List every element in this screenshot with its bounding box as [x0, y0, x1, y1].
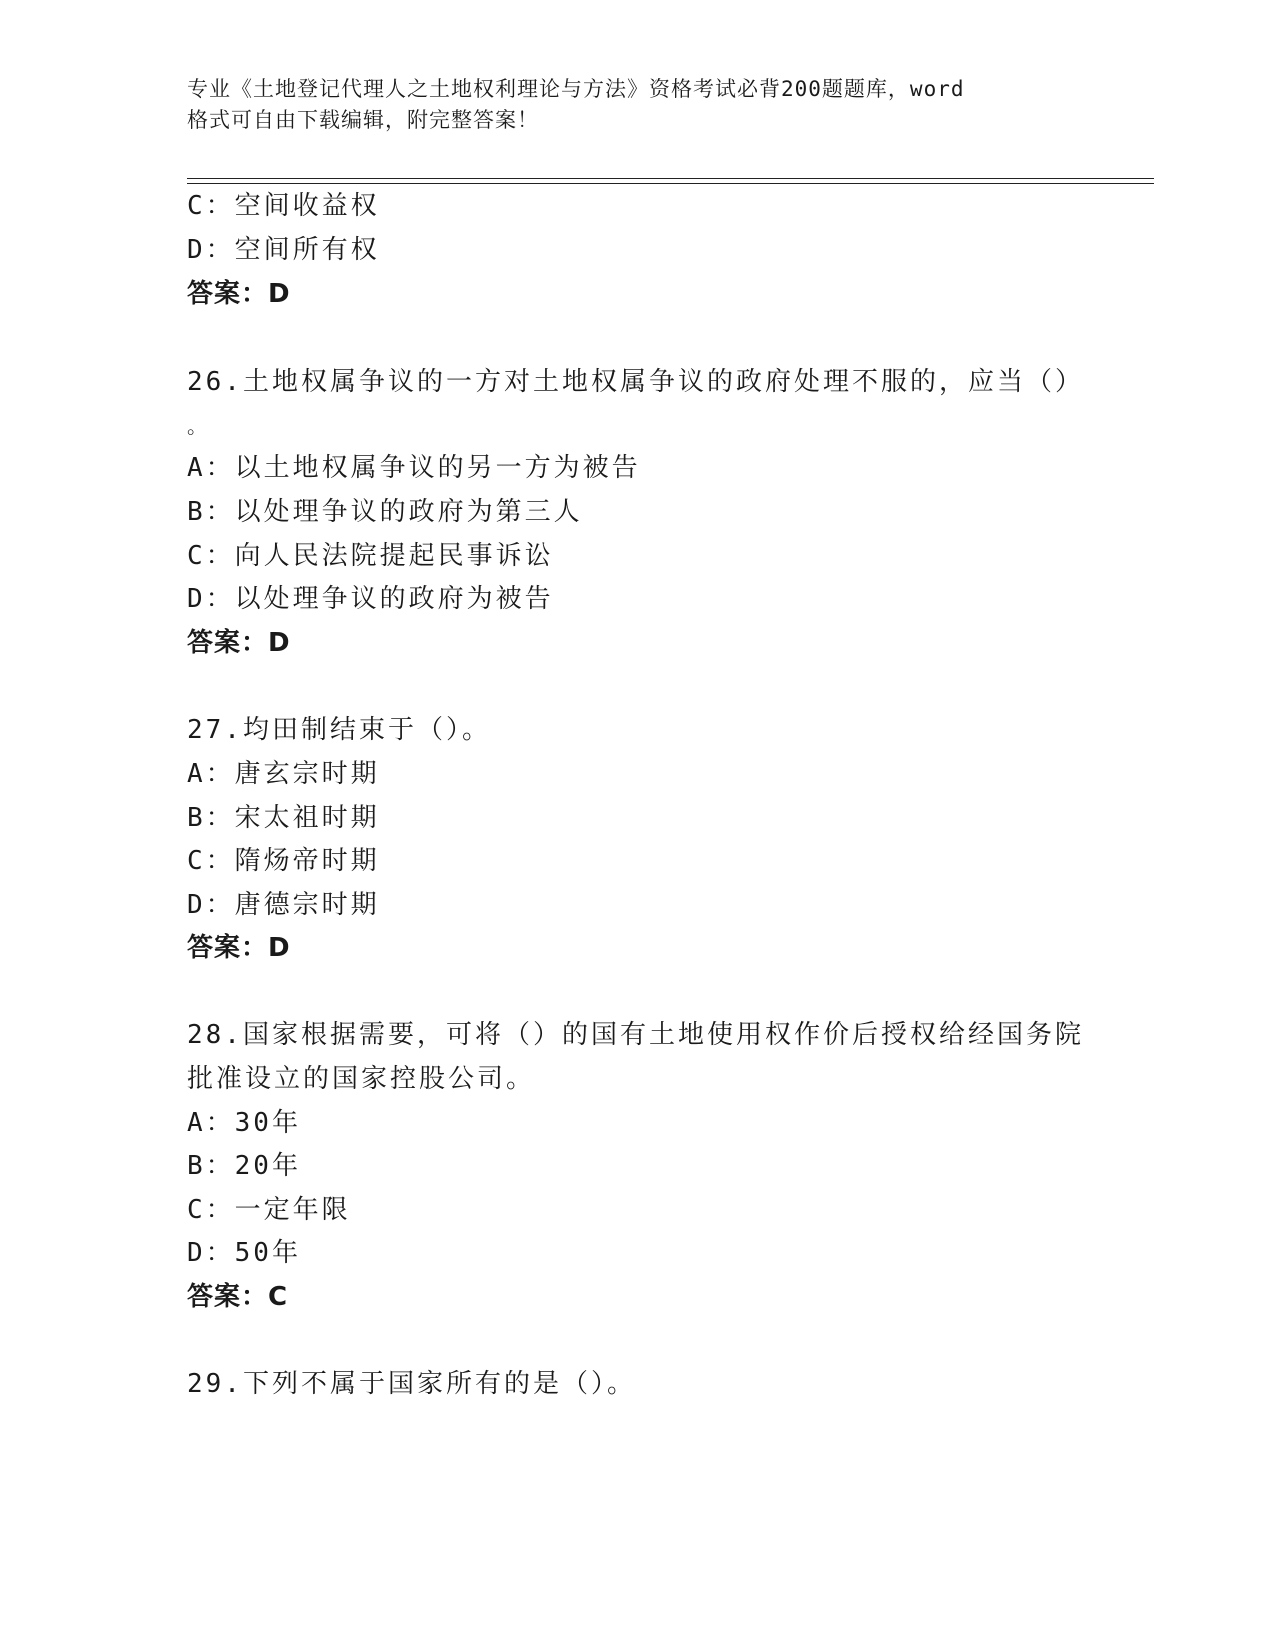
q27-answer: 答案：D	[187, 933, 291, 963]
q28-option-d: D：50年	[187, 1238, 301, 1268]
header-divider-bottom	[187, 183, 1154, 184]
q26-stem-line-1: 26.土地权属争议的一方对土地权属争议的政府处理不服的，应当（）	[187, 367, 1084, 397]
q28-option-a: A：30年	[187, 1108, 301, 1138]
q28-stem-line-2: 批准设立的国家控股公司。	[187, 1064, 536, 1094]
header-line-1: 专业《土地登记代理人之土地权利理论与方法》资格考试必背200题题库，word	[187, 77, 965, 101]
q25-option-d: D：空间所有权	[187, 235, 380, 265]
q29-stem-line-1: 29.下列不属于国家所有的是（）。	[187, 1369, 636, 1399]
q28-option-b: B：20年	[187, 1151, 301, 1181]
q28-stem-line-1: 28.国家根据需要，可将（）的国有土地使用权作价后授权给经国务院	[187, 1020, 1084, 1050]
q27-option-a: A：唐玄宗时期	[187, 759, 380, 789]
q26-option-c: C：向人民法院提起民事诉讼	[187, 541, 554, 571]
header-divider-top	[187, 178, 1154, 179]
header-line-2: 格式可自由下载编辑，附完整答案！	[187, 108, 539, 132]
q26-option-b: B：以处理争议的政府为第三人	[187, 497, 583, 527]
q26-answer: 答案：D	[187, 628, 291, 658]
q25-option-c: C：空间收益权	[187, 191, 380, 221]
document-header	[187, 74, 1087, 136]
q25-answer: 答案：D	[187, 279, 291, 309]
q27-option-b: B：宋太祖时期	[187, 803, 380, 833]
q27-option-c: C：隋炀帝时期	[187, 846, 380, 876]
q27-stem-line-1: 27.均田制结束于（）。	[187, 715, 491, 745]
q28-option-c: C：一定年限	[187, 1195, 351, 1225]
q28-answer: 答案：C	[187, 1282, 289, 1312]
q27-option-d: D：唐德宗时期	[187, 890, 380, 920]
q26-option-a: A：以土地权属争议的另一方为被告	[187, 453, 641, 483]
q26-stem-line-2: 。	[187, 414, 210, 438]
q26-option-d: D：以处理争议的政府为被告	[187, 584, 554, 614]
